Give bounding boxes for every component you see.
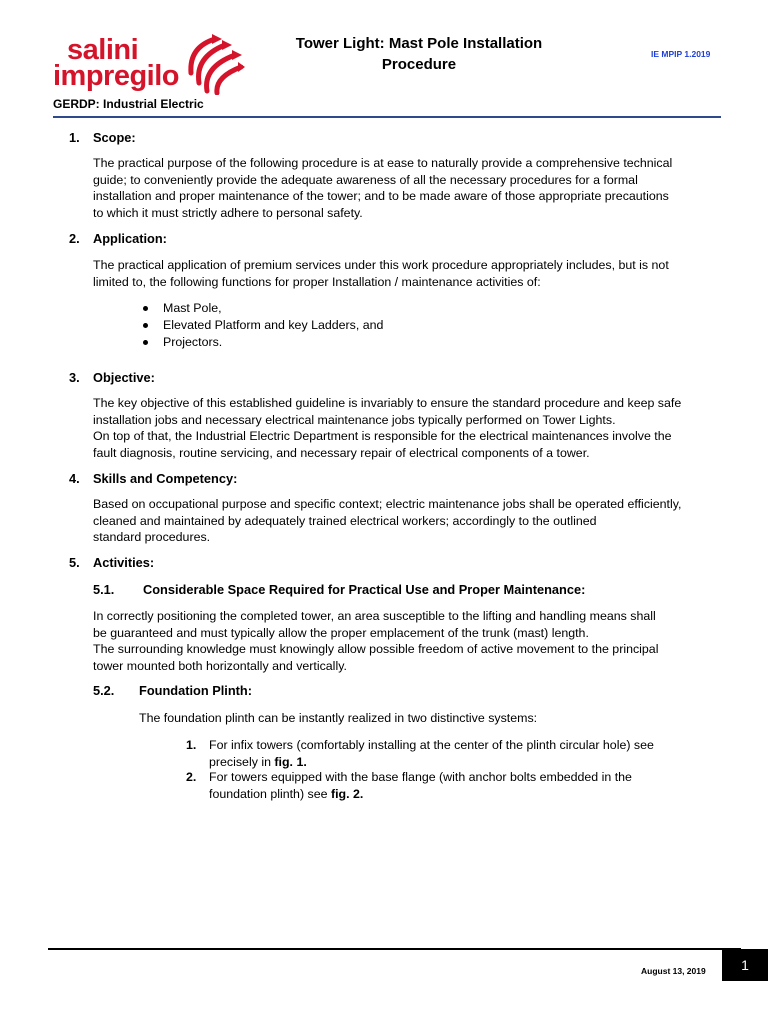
section-4-line: cleaned and maintained by adequately trained electrical workers; accordingly to the outlined	[93, 513, 597, 528]
section-3-number: 3.	[69, 370, 80, 385]
subsection-5-1-heading: Considerable Space Required for Practical Use and Proper Maintenance:	[143, 582, 586, 597]
ordered-item-line: For towers equipped with the base flange (with anchor bolts embedded in the	[209, 770, 632, 784]
subsection-5-2-number: 5.2.	[93, 683, 115, 698]
document-title	[255, 33, 583, 75]
company-logo	[53, 33, 248, 97]
subsection-5-1-line: be guaranteed and must typically allow the proper emplacement of the trunk (mast) length.	[93, 625, 589, 640]
section-2-line: limited to, the following functions for proper Installation / maintenance activities of:	[93, 274, 541, 289]
section-5-heading: Activities:	[93, 555, 155, 570]
logo-swirl-icon	[185, 33, 245, 95]
subsection-5-1-body	[93, 608, 733, 674]
bullet-item: Projectors.	[163, 335, 223, 349]
subsection-5-1-number: 5.1.	[93, 582, 115, 597]
bullet-item: Elevated Platform and key Ladders, and	[163, 318, 384, 332]
page-number: 1	[722, 949, 768, 981]
section-1-heading: Scope:	[93, 130, 136, 145]
figure-reference: fig. 2.	[330, 786, 364, 801]
section-2-body	[93, 257, 733, 290]
footer-date: August 13, 2019	[641, 966, 706, 976]
logo-wordmark-line1: salini	[67, 34, 139, 66]
bullet-dot	[143, 340, 148, 345]
section-1-number: 1.	[69, 130, 80, 145]
ordered-item-line	[209, 786, 729, 803]
section-1-line: The practical purpose of the following procedure is at ease to naturally provide a comprehensive technical	[93, 156, 673, 170]
section-1-body	[93, 155, 733, 221]
section-1-line: installation and proper maintenance of the tower; and to be made aware of those appropriate precautions	[93, 189, 669, 203]
section-2-number: 2.	[69, 231, 80, 246]
section-4-number: 4.	[69, 471, 80, 486]
section-3-heading: Objective:	[93, 370, 155, 385]
ordered-item	[209, 769, 729, 802]
ordered-item	[209, 737, 729, 770]
ordered-item-number: 2.	[186, 770, 197, 784]
bullet-dot	[143, 306, 148, 311]
section-3-body	[93, 395, 733, 461]
section-4-line: Based on occupational purpose and specific context; electric maintenance jobs shall be operated efficiently,	[93, 497, 682, 511]
footer-divider	[48, 948, 741, 950]
title-line-2: Procedure	[381, 56, 457, 73]
section-2-line: The practical application of premium services under this work procedure appropriately includes, but is not	[93, 258, 669, 272]
subsection-5-2-intro: The foundation plinth can be instantly realized in two distinctive systems:	[139, 711, 538, 725]
subsection-5-1-line: tower mounted both horizontally and vertically.	[93, 658, 347, 673]
ordered-item-number: 1.	[186, 738, 197, 752]
section-5-number: 5.	[69, 555, 80, 570]
ordered-item-text: precisely in	[209, 754, 275, 769]
section-3-line: fault diagnosis, routine servicing, and necessary repair of electrical components of a tower.	[93, 445, 590, 460]
logo-wordmark-line2: impregilo	[53, 60, 180, 92]
ordered-item-line: For infix towers (comfortably installing at the center of the plinth circular hole) see	[209, 738, 654, 752]
ordered-item-text: foundation plinth) see	[209, 786, 331, 801]
subsection-5-2-heading: Foundation Plinth:	[139, 683, 253, 698]
subsection-5-1-line: The surrounding knowledge must knowingly allow possible freedom of active movement to the principal	[93, 642, 659, 656]
ordered-item-line	[209, 754, 729, 771]
title-line-1: Tower Light: Mast Pole Installation	[295, 35, 543, 52]
bullet-dot	[143, 323, 148, 328]
figure-reference: fig. 1.	[274, 754, 307, 769]
section-3-line: installation jobs and necessary electrical maintenance jobs typically performed on Tower Lights.	[93, 412, 616, 427]
section-1-line: guide; to conveniently provide the adequate awareness of all the necessary procedures for a formal	[93, 172, 638, 187]
section-4-body	[93, 496, 733, 546]
header-divider	[53, 116, 721, 118]
section-2-heading: Application:	[93, 231, 167, 246]
subsection-5-1-line: In correctly positioning the completed tower, an area susceptible to the lifting and handling means shall	[93, 609, 656, 623]
section-3-line: The key objective of this established guideline is invariably to ensure the standard procedure and keep safe	[93, 396, 682, 410]
division-label: GERDP: Industrial Electric	[53, 97, 204, 111]
section-4-line: standard procedures.	[93, 530, 211, 544]
section-3-line: On top of that, the Industrial Electric Department is responsible for the electrical maintenances involve the	[93, 429, 672, 443]
bullet-item: Mast Pole,	[163, 301, 222, 315]
document-reference: IE MPIP 1.2019	[651, 49, 711, 59]
section-1-line: to which it must strictly adhere to personal safety.	[93, 205, 363, 220]
section-4-heading: Skills and Competency:	[93, 471, 238, 486]
